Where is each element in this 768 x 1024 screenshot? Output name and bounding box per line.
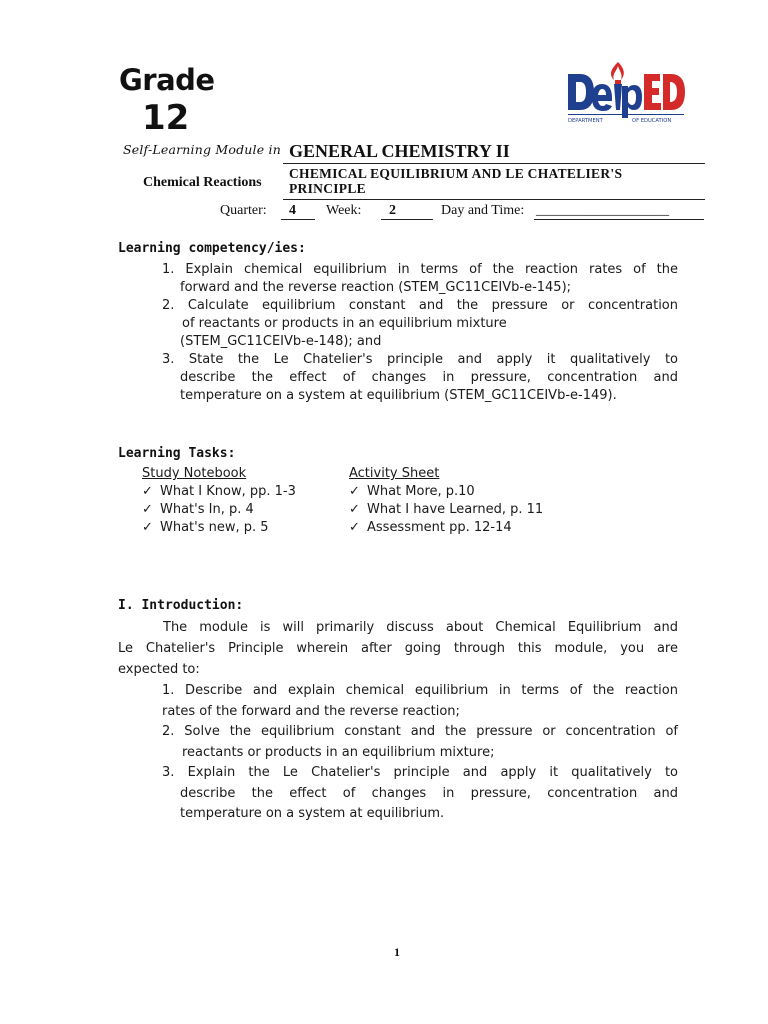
torch-flame-icon (611, 62, 624, 80)
competency-1-line1: 1. Explain chemical equilibrium in terms of the reaction rates of the (162, 262, 678, 277)
objective-1-line1: 1. Describe and explain chemical equilibrium in terms of the reaction (162, 683, 678, 698)
competency-2-line3: (STEM_GC11CEIVb-e-148); and (180, 334, 382, 349)
intro-para-line3: expected to: (118, 662, 200, 677)
day-time-underline (534, 219, 704, 220)
grade-label: Grade (119, 63, 215, 97)
objective-2-line2: reactants or products in an equilibrium mixture; (182, 744, 495, 760)
competencies-heading: Learning competency/ies: (118, 241, 306, 256)
tasks-heading: Learning Tasks: (118, 446, 236, 461)
introduction-paragraph (118, 617, 678, 680)
topic-top-rule (283, 163, 705, 164)
subject-title: GENERAL CHEMISTRY II (289, 141, 510, 161)
week-value: 2 (389, 203, 396, 218)
day-time-label: Day and Time: (441, 203, 525, 218)
competency-list (162, 261, 678, 405)
week-underline (381, 219, 433, 220)
study-notebook-heading: Study Notebook (142, 466, 247, 481)
topic-label: Chemical Reactions (143, 175, 262, 190)
task-item: ✓ What More, p.10 (349, 484, 475, 499)
intro-para-line2: Le Chatelier's Principle wherein after going through this module, you are (118, 641, 678, 656)
competency-1-line2: forward and the reverse reaction (STEM_GC11CEIVb-e-145); (180, 280, 572, 295)
deped-logo (566, 60, 686, 124)
activity-sheet-heading: Activity Sheet (349, 466, 440, 481)
objective-3-line2: describe the effect of changes in pressure, concentration and (180, 785, 678, 801)
self-learning-label: Self-Learning Module in (123, 142, 281, 157)
quarter-underline (281, 219, 315, 220)
day-time-value: ___________________ (536, 203, 669, 218)
check-icon: ✓ (142, 484, 153, 499)
competency-3-line3: temperature on a system at equilibrium (STEM_GC11CEIVb-e-149). (180, 388, 617, 403)
topic-bottom-rule (283, 199, 705, 200)
check-icon: ✓ (349, 484, 360, 499)
activity-sheet-column (349, 465, 543, 537)
topic-title: CHEMICAL EQUILIBRIUM AND LE CHATELIER'S PRINCIPLE (289, 166, 623, 196)
torch-handle-icon (614, 84, 622, 110)
introduction-heading: I. Introduction: (118, 598, 244, 613)
competency-3-line1: 3. State the Le Chatelier's principle and apply it qualitatively to (162, 352, 678, 367)
logo-subtitle-left: DEPARTMENT (568, 118, 603, 124)
quarter-label: Quarter: (220, 203, 267, 218)
task-item: ✓ What I Know, pp. 1-3 (142, 484, 296, 499)
objective-3-line3: temperature on a system at equilibrium. (180, 806, 445, 821)
logo-subtitle-right: OF EDUCATION (632, 118, 672, 124)
quarter-value: 4 (289, 203, 296, 218)
task-item: ✓ Assessment pp. 12-14 (349, 520, 512, 535)
objective-list (162, 681, 678, 825)
intro-para-line1: The module is will primarily discuss about Chemical Equilibrium and (163, 620, 678, 635)
check-icon: ✓ (349, 520, 360, 535)
competency-2-line2: of reactants or products in an equilibrium mixture (182, 316, 507, 331)
check-icon: ✓ (142, 520, 153, 535)
objective-3-line1: 3. Explain the Le Chatelier's principle and apply it qualitatively to (162, 765, 678, 780)
task-item: ✓ What's new, p. 5 (142, 520, 269, 535)
page-number: 1 (394, 945, 400, 959)
grade-number: 12 (142, 98, 190, 138)
objective-1-line2: rates of the forward and the reverse reaction; (162, 703, 460, 719)
objective-2-line1: 2. Solve the equilibrium constant and the pressure or concentration of (162, 724, 678, 739)
check-icon: ✓ (142, 502, 153, 517)
deped-logo-graphic (566, 60, 686, 124)
check-icon: ✓ (349, 502, 360, 517)
task-item: ✓ What's In, p. 4 (142, 502, 254, 517)
competency-3-line2: describe the effect of changes in pressure, concentration and (180, 370, 678, 385)
week-label: Week: (326, 203, 362, 218)
competency-2-line1: 2. Calculate equilibrium constant and the pressure or concentration (162, 298, 678, 313)
study-notebook-column (142, 465, 296, 537)
task-item: ✓ What I have Learned, p. 11 (349, 502, 544, 517)
